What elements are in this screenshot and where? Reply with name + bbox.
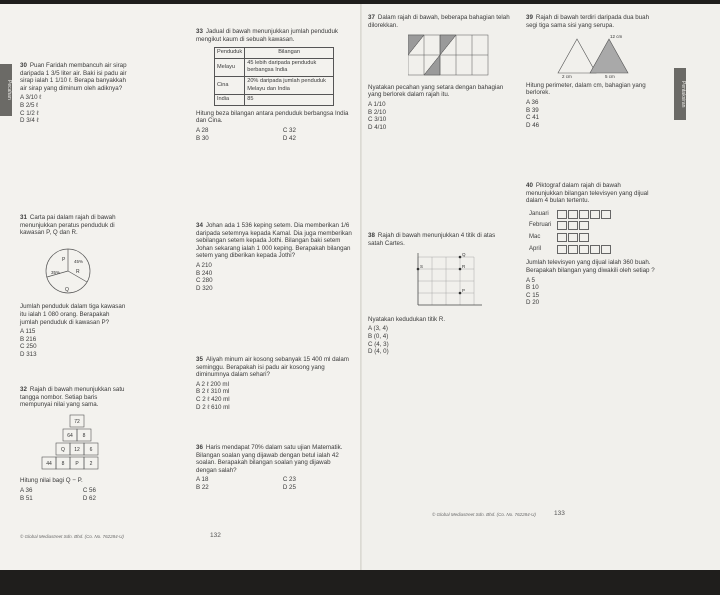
option-b[interactable]: B 39 (526, 106, 539, 114)
dimension-label: 12 cm (610, 34, 623, 40)
pyramid-cell: 44 (46, 460, 52, 467)
icon-row (554, 209, 615, 221)
pyramid-cell: 72 (74, 418, 80, 425)
tv-icon (590, 210, 600, 219)
option-a[interactable]: A 210 (196, 261, 212, 269)
shaded-grid (408, 33, 508, 77)
question-body: Jumlah televisyen yang dijual ialah 360 buah. Berapakah bilangan yang diwakili oleh setiap ? (526, 259, 655, 275)
tv-icon (568, 210, 578, 219)
question-34 (196, 222, 352, 292)
left-page (0, 4, 362, 570)
option-b[interactable]: B 240 (196, 269, 213, 277)
tv-icon (579, 245, 589, 254)
pie-label-q: Q (65, 286, 69, 293)
option-c[interactable]: C 41 (526, 114, 540, 122)
question-number: 33 (196, 28, 203, 35)
option-d[interactable]: D 313 (20, 350, 37, 358)
option-a[interactable]: A 36 (20, 486, 33, 494)
option-a[interactable]: A (3, 4) (368, 325, 388, 333)
answer-options (368, 325, 512, 355)
answer-options (526, 277, 658, 307)
pie-pct-45: 45% (74, 258, 84, 264)
question-ask: Hitung nilai bagi Q − P. (20, 477, 83, 485)
month-label: Januari (529, 210, 549, 217)
pyramid-cell: 8 (61, 460, 65, 467)
triangle-diagram (550, 33, 640, 79)
pictograph-row (526, 209, 615, 221)
question-number: 30 (20, 62, 27, 69)
option-d[interactable]: D 42 (282, 134, 296, 142)
question-number: 32 (20, 386, 27, 393)
question-body: Jumlah penduduk dalam tiga kawasan itu ialah 1 080 orang. Berapakah jumlah penduduk di kawasan P? (20, 303, 126, 326)
option-d[interactable]: D 3/4 ℓ (20, 117, 39, 125)
question-30 (20, 62, 128, 125)
tv-icon (557, 233, 567, 242)
pyramid-cell: 12 (74, 446, 80, 453)
option-b[interactable]: B 2 ℓ 310 ml (196, 388, 230, 396)
option-d[interactable]: D (4, 0) (368, 348, 389, 356)
tv-icon (601, 210, 611, 219)
question-text: Carta pai dalam rajah di bawah menunjukkan peratus penduduk di kawasan P, Q dan R. (20, 214, 116, 237)
tv-icon (557, 221, 567, 230)
answer-options (196, 476, 352, 491)
question-ask: Nyatakan kedudukan titik R. (368, 315, 446, 323)
question-35 (196, 356, 352, 411)
dimension-label: 2 cm (562, 74, 572, 80)
option-c[interactable]: C (4, 3) (368, 340, 389, 348)
question-39 (526, 14, 658, 129)
option-a[interactable]: A 5 (526, 276, 535, 284)
option-c[interactable]: C 56 (82, 486, 96, 494)
question-text: Rajah di bawah menunjukkan 4 titik di atas satah Cartes. (368, 232, 496, 247)
answer-options (368, 101, 512, 131)
month-label: Februari (529, 222, 552, 229)
option-b[interactable]: B (0, 4) (368, 332, 389, 340)
table-row: India 85 (215, 95, 334, 106)
pyramid-cell: Q (61, 446, 65, 453)
option-d[interactable]: D 20 (526, 299, 540, 307)
month-label: Mac (529, 234, 541, 241)
answer-options (196, 381, 352, 411)
option-a[interactable]: A 1/10 (368, 100, 386, 108)
question-36 (196, 444, 352, 492)
option-b[interactable]: B 10 (526, 284, 539, 292)
question-33 (196, 28, 352, 142)
option-d[interactable]: D 62 (82, 494, 96, 502)
option-b[interactable]: B 2/10 (368, 108, 386, 116)
question-number: 34 (196, 222, 203, 229)
point-label: P (462, 288, 466, 294)
answer-options (196, 127, 352, 142)
pictograph-row (526, 232, 615, 244)
pyramid-cell: 64 (67, 432, 73, 439)
section-tab: Pecahan (0, 64, 12, 116)
option-b[interactable]: B 30 (196, 134, 209, 142)
point-label: R (462, 264, 466, 270)
question-ask: Nyatakan pecahan yang setara dengan bahagian yang berlorek dalam rajah itu. (368, 83, 504, 99)
icon-row (554, 244, 615, 256)
pie-label-p: P (62, 256, 66, 263)
copyright-footer: © Global Mediastreet Sdn. Bhd. (Co. No. 762284-U) (432, 512, 536, 517)
question-31 (20, 214, 128, 359)
tv-icon (568, 233, 578, 242)
pictograph-row (526, 244, 615, 256)
question-text: Aliyah minum air kosong sebanyak 15 400 ml dalam seminggu. Berapakah isi padu air kosong yang diminumnya dalam sehari? (196, 356, 349, 379)
option-c[interactable]: C 250 (20, 343, 37, 351)
page-number: 133 (554, 510, 565, 517)
option-c[interactable]: C 280 (196, 277, 213, 285)
right-page (362, 4, 720, 570)
population-table (214, 47, 334, 106)
page-number: 132 (210, 532, 221, 539)
option-a[interactable]: A 2 ℓ 200 ml (196, 380, 229, 388)
answer-options (20, 94, 128, 124)
answer-options (196, 262, 352, 292)
pie-pct-35: 35% (51, 269, 61, 275)
question-text: Puan Faridah membancuh air sirap daripada 1 3/5 liter air. Baki isi padu air sirap ialah 1 1/10 ℓ. Berapa banyakkah air sirap yang diminum oleh adiknya? (20, 62, 127, 92)
option-b[interactable]: B 2/5 ℓ (20, 101, 39, 109)
option-b[interactable]: B 22 (196, 483, 209, 491)
pyramid-cell: 2 (89, 460, 93, 467)
option-b[interactable]: B 51 (20, 494, 33, 502)
question-number: 39 (526, 14, 533, 21)
pyramid-cell: P (75, 460, 79, 467)
tv-icon (579, 210, 589, 219)
question-text: Haris mendapat 70% dalam satu ujian Matematik. Bilangan soalan yang dijawab dengan betul ialah 42 soalan. Berapakah bilangan soalan yang dijawab dengan salah? (196, 444, 343, 474)
option-d[interactable]: D 2 ℓ 610 ml (196, 403, 230, 411)
question-number: 38 (368, 232, 375, 239)
answer-options (20, 328, 128, 358)
tv-icon (590, 245, 600, 254)
pyramid-cell: 8 (82, 432, 86, 439)
tv-icon (557, 245, 567, 254)
question-text: Rajah di bawah menunjukkan satu tangga nombor. Setiap baris mempunyai nilai yang sama. (20, 386, 125, 409)
tv-icon (568, 245, 578, 254)
pie-chart (38, 241, 118, 301)
option-c[interactable]: C 32 (282, 126, 296, 134)
tv-icon (568, 221, 578, 230)
point-label: Q (462, 252, 466, 258)
answer-options (20, 487, 128, 502)
question-text: Dalam rajah di bawah, beberapa bahagian telah dilorekkan. (368, 14, 510, 29)
question-number: 36 (196, 444, 203, 451)
icon-row (554, 232, 615, 244)
pictograph-row (526, 220, 615, 232)
question-number: 35 (196, 356, 203, 363)
question-38 (368, 232, 512, 356)
option-a[interactable]: A 36 (526, 98, 539, 106)
answer-options (526, 99, 658, 129)
option-a[interactable]: A 18 (196, 476, 209, 484)
question-text: Piktograf dalam rajah di bawah menunjukkan bilangan televisyen yang dijual dalam 4 bulan tertentu. (526, 182, 649, 205)
number-pyramid (32, 413, 122, 475)
table-row: Melayu 45 lebih daripada penduduk berbangsa India (215, 58, 334, 76)
question-number: 40 (526, 182, 533, 189)
section-tab: Pentaksiran (674, 68, 686, 120)
question-ask: Hitung beza bilangan antara penduduk berbangsa India dan Cina. (196, 109, 349, 125)
option-d[interactable]: D 25 (282, 483, 296, 491)
question-number: 37 (368, 14, 375, 21)
option-d[interactable]: D 46 (526, 121, 540, 129)
point-label: S (420, 264, 424, 270)
option-a[interactable]: A 28 (196, 126, 209, 134)
option-c[interactable]: C 2 ℓ 420 ml (196, 395, 230, 403)
pyramid-cell: 6 (89, 446, 93, 453)
table-header: Bilangan (245, 48, 334, 59)
icon-row (554, 220, 615, 232)
cartesian-plane (408, 251, 508, 313)
question-32 (20, 386, 128, 502)
option-d[interactable]: D 4/10 (368, 123, 387, 131)
option-c[interactable]: C 15 (526, 291, 540, 299)
question-37 (368, 14, 512, 131)
tv-icon (579, 233, 589, 242)
option-c[interactable]: C 23 (282, 476, 296, 484)
tv-icon (579, 221, 589, 230)
question-text: Rajah di bawah terdiri daripada dua buah segi tiga sama sisi yang serupa. (526, 14, 650, 29)
tv-icon (601, 245, 611, 254)
question-text: Johan ada 1 536 keping setem. Dia memberikan 1/6 daripada setemnya kepada Kamal. Dia juga memberikan sebilangan setem kepada Jothi. Bilangan baki setem Johan sekarang ialah 1 000 keping. Berapakah bilangan setem yang diberikan kepada Jothi? (196, 222, 352, 260)
question-ask: Hitung perimeter, dalam cm, bahagian yang berlorek. (526, 81, 646, 97)
option-a[interactable]: A 115 (20, 328, 36, 336)
option-d[interactable]: D 320 (196, 284, 213, 292)
table-header: Penduduk (215, 48, 245, 59)
tv-icon (557, 210, 567, 219)
dimension-label: 5 cm (605, 74, 615, 80)
book-spread (0, 4, 720, 570)
pie-label-r: R (76, 268, 80, 275)
option-a[interactable]: A 3/10 ℓ (20, 94, 42, 102)
table-row: Cina 20% daripada jumlah penduduk Melayu dan India (215, 76, 334, 94)
question-text: Jadual di bawah menunjukkan jumlah penduduk mengikut kaum di sebuah kawasan. (196, 28, 338, 43)
question-number: 31 (20, 214, 27, 221)
copyright-footer: © Global Mediastreet Sdn. Bhd. (Co. No. 762284-U) (20, 534, 124, 539)
month-label: April (529, 245, 542, 252)
option-b[interactable]: B 216 (20, 335, 37, 343)
option-c[interactable]: C 3/10 (368, 116, 387, 124)
question-40 (526, 182, 658, 307)
option-c[interactable]: C 1/2 ℓ (20, 109, 39, 117)
pictograph (526, 209, 615, 256)
